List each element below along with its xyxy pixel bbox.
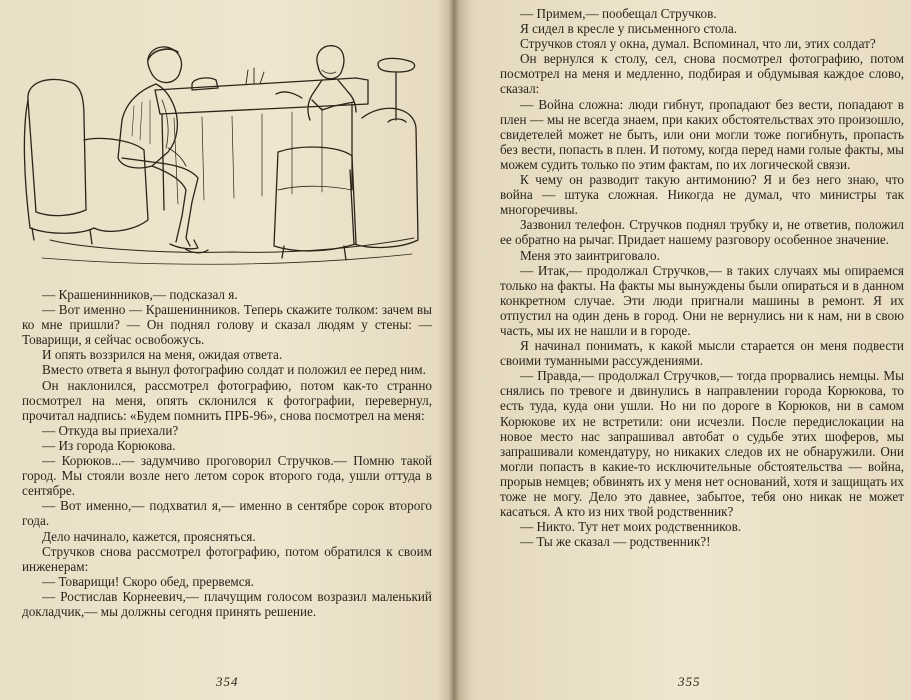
paragraph: — Правда,— продолжал Стручков,— тогда прорвались немцы. Мы снялись по тревоге и двинулись в направлении города Корюкова, то есть туда, куда они ушли. Но ни по дороге в Корюков, ни в самом Корюкове их не встретили: они исчезли. После передислокации на новое место нас запрашивал автобат о судьбе этих шоферов, мы запрашивали комендатуру, но никаких следов их не обнаружили. Они могли попасть в какие-то исключительные обстоятельства — война, прорыв немцев; обвинять их у меня нет оснований, хотя и защищать их тоже не могу. Дело это давнее, забытое, тебя оно никак не может касаться. А кто из них твой родственник? (500, 368, 904, 520)
paragraph: Меня это заинтриговало. (520, 247, 660, 263)
paragraph: — Крашенинников,— подсказал я. (42, 287, 238, 302)
paragraph: — Из города Корюкова. (42, 437, 176, 453)
page-number-left: 354 (216, 674, 239, 689)
paragraph: Вместо ответа я вынул фотографию солдат и положил ее перед ним. (42, 362, 426, 378)
paragraph: — Ростислав Корнеевич,— плачущим голосом возразил маленький докладчик,— мы должны сегодня принять решение. (22, 588, 432, 619)
paragraph: Дело начинало, кажется, проясняться. (42, 528, 256, 544)
paragraph: Я сидел в кресле у письменного стола. (520, 21, 738, 37)
paragraph: — Итак,— продолжал Стручков,— в таких случаях мы опираемся только на факты. На факты мы вынуждены были опираться и в данном конкретном случае. Эти люди пригнали машины в ремонт. Я их отпустил на один день в город. Они не вернулись ни к нам, ни в свою часть, мы их не нашли и в городе. (500, 262, 904, 338)
paragraph: — Корюков...— задумчиво проговорил Стручков.— Помню такой город. Мы стояли возле него летом сорок второго года, ушли оттуда в сентябре. (22, 453, 432, 499)
paragraph: — Война сложна: люди гибнут, пропадают без вести, попадают в плен — мы не всегда знаем, при каких обстоятельствах это произошло, свидетелей может не быть, или они могли тоже погибнуть, пропасть без вести, попасть в плен. И потому, когда перед нами голые факты, мы можем судить только по этим фактам, по их логической связи. (500, 96, 904, 172)
right-page-text (500, 6, 904, 549)
left-page (0, 0, 452, 700)
paragraph: Он наклонился, рассмотрел фотографию, потом как-то странно посмотрел на меня, опять склонился к фотографии, перевернул, прочитал надпись: «Будем помнить ПРБ-96», снова посмотрел на меня: (22, 377, 432, 423)
office-illustration (22, 40, 422, 272)
paragraph: Я начинал понимать, к какой мысли старается он меня подвести своими туманными рассуждениями. (500, 338, 904, 369)
paragraph: Он вернулся к столу, сел, снова посмотрел фотографию, потом посмотрел на меня и медленно, подбирая и обдумывая каждое слово, сказал: (500, 51, 904, 97)
paragraph: И опять воззрился на меня, ожидая ответа. (42, 347, 283, 363)
left-page-text (22, 287, 432, 619)
paragraph: Стручков снова рассмотрел фотографию, потом обратился к своим инженерам: (22, 543, 432, 574)
paragraph: — Товарищи! Скоро обед, прервемся. (42, 573, 254, 589)
paragraph: Стручков стоял у окна, думал. Вспоминал, что ли, этих солдат? (520, 36, 876, 52)
right-page (458, 0, 911, 700)
paragraph: — Откуда вы приехали? (42, 422, 179, 438)
paragraph: Зазвонил телефон. Стручков поднял трубку и, не ответив, положил ее обратно на рычаг. Придает нашему разговору особенное значение. (500, 217, 904, 248)
paragraph: — Вот именно — Крашенинников. Теперь скажите толком: зачем вы ко мне пришли? — Он поднял голову и сказал людям у стены: — Товарищи, я сейчас освобожусь. (22, 302, 432, 348)
page-number-right: 355 (678, 674, 701, 689)
paragraph: — Вот именно,— подхватил я,— именно в сентябре сорок второго года. (22, 498, 432, 529)
paragraph: — Ты же сказал — родственник?! (520, 534, 711, 550)
paragraph: К чему он разводит такую антимонию? Я и без него знаю, что война — штука сложная. Никогда не думал, что министры так многоречивы. (500, 172, 904, 218)
paragraph: — Никто. Тут нет моих родственников. (520, 519, 742, 535)
paragraph: — Примем,— пообещал Стручков. (520, 6, 717, 21)
